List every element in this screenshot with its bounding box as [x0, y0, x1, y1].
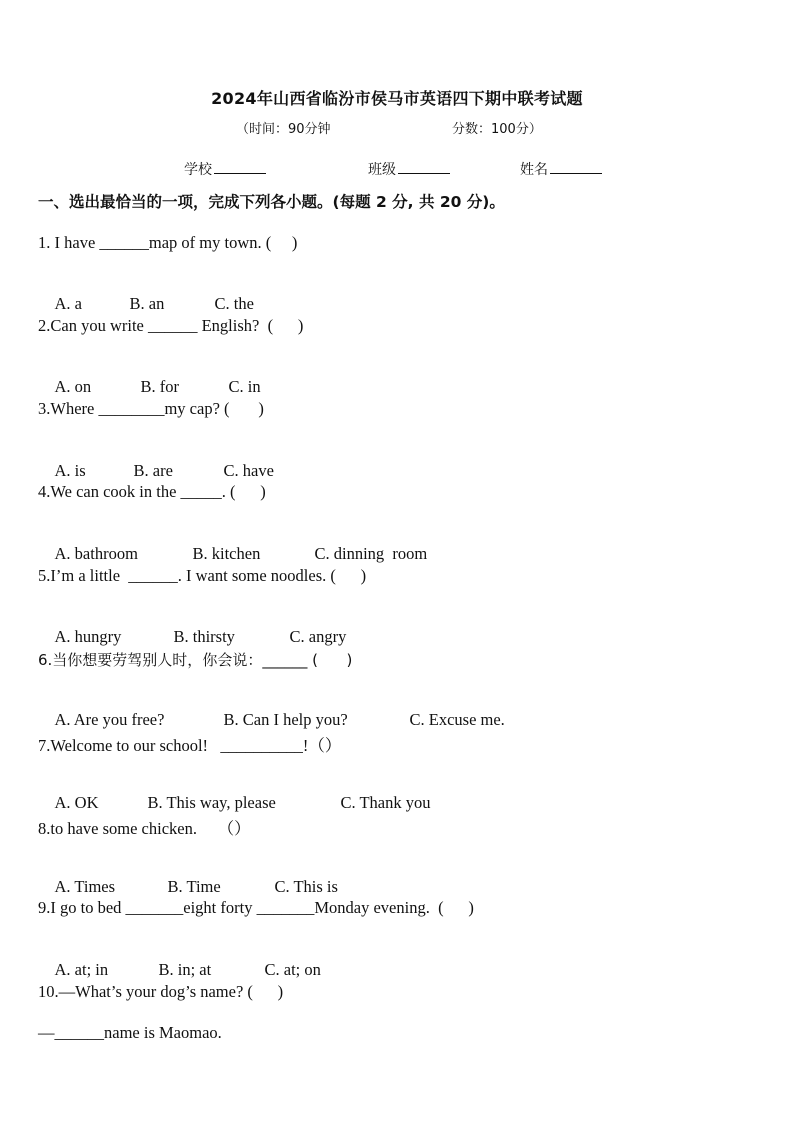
question-stem: 3.Where ________my cap? ( )	[38, 399, 264, 418]
option-b[interactable]: B. This way, please	[147, 793, 276, 812]
name-label: 姓名	[520, 162, 548, 178]
class-blank[interactable]	[398, 159, 450, 174]
option-a[interactable]: A. on	[54, 377, 92, 396]
option-a[interactable]: A. OK	[54, 793, 99, 812]
name-blank[interactable]	[550, 159, 602, 174]
school-field	[184, 159, 266, 179]
class-label: 班级	[368, 162, 396, 178]
option-c[interactable]: C. the	[214, 294, 254, 313]
option-b[interactable]: B. in; at	[158, 960, 212, 979]
question-stem: 1. I have ______map of my town. ( )	[38, 233, 298, 252]
option-b[interactable]: B. thirsty	[173, 627, 235, 646]
option-b[interactable]: B. are	[133, 461, 173, 480]
school-blank[interactable]	[214, 159, 266, 174]
option-c[interactable]: C. have	[223, 461, 274, 480]
option-c[interactable]: C. Thank you	[340, 793, 431, 812]
question-stem: 2.Can you write ______ English? ( )	[38, 316, 304, 335]
option-c[interactable]: C. in	[228, 377, 261, 396]
exam-score: 分数：100分）	[452, 122, 542, 137]
section-heading: 一、选出最恰当的一项，完成下列各小题。(每题 2 分, 共 20 分)。	[38, 193, 505, 211]
option-c[interactable]: C. dinning room	[314, 544, 428, 563]
question-stem: 6.当你想要劳驾别人时，你会说：______ ( )	[38, 651, 353, 669]
option-b[interactable]: B. an	[129, 294, 165, 313]
option-a[interactable]: A. is	[54, 461, 86, 480]
option-a[interactable]: A. a	[54, 294, 82, 313]
option-b[interactable]: B. Time	[167, 877, 221, 896]
exam-time: （时间：90分钟	[236, 122, 331, 137]
page-title: 2024年山西省临汾市侯马市英语四下期中联考试题	[211, 89, 583, 108]
class-field	[368, 159, 450, 179]
option-b[interactable]: B. Can I help you?	[223, 710, 348, 729]
option-a[interactable]: A. hungry	[54, 627, 122, 646]
question-stem: 9.I go to bed _______eight forty _______Monday evening. ( )	[38, 898, 474, 917]
option-a[interactable]: A. Times	[54, 877, 116, 896]
option-b[interactable]: B. for	[140, 377, 179, 396]
option-a[interactable]: A. at; in	[54, 960, 109, 979]
option-a[interactable]: A. Are you free?	[54, 710, 165, 729]
question-stem: 8.to have some chicken. （）	[38, 819, 251, 838]
question-stem: 7.Welcome to our school! __________!（）	[38, 736, 342, 755]
option-c[interactable]: C. angry	[289, 627, 347, 646]
answer-line: —______name is Maomao.	[38, 1023, 222, 1042]
question-stem: 4.We can cook in the _____. ( )	[38, 482, 266, 501]
option-c[interactable]: C. This is	[274, 877, 338, 896]
option-c[interactable]: C. Excuse me.	[409, 710, 505, 729]
option-b[interactable]: B. kitchen	[192, 544, 261, 563]
name-field	[520, 159, 602, 179]
question-stem: 5.I’m a little ______. I want some noodles. ( )	[38, 566, 367, 585]
question-stem: 10.—What’s your dog’s name? ( )	[38, 982, 284, 1001]
school-label: 学校	[184, 162, 212, 178]
option-c[interactable]: C. at; on	[264, 960, 321, 979]
option-a[interactable]: A. bathroom	[54, 544, 138, 563]
